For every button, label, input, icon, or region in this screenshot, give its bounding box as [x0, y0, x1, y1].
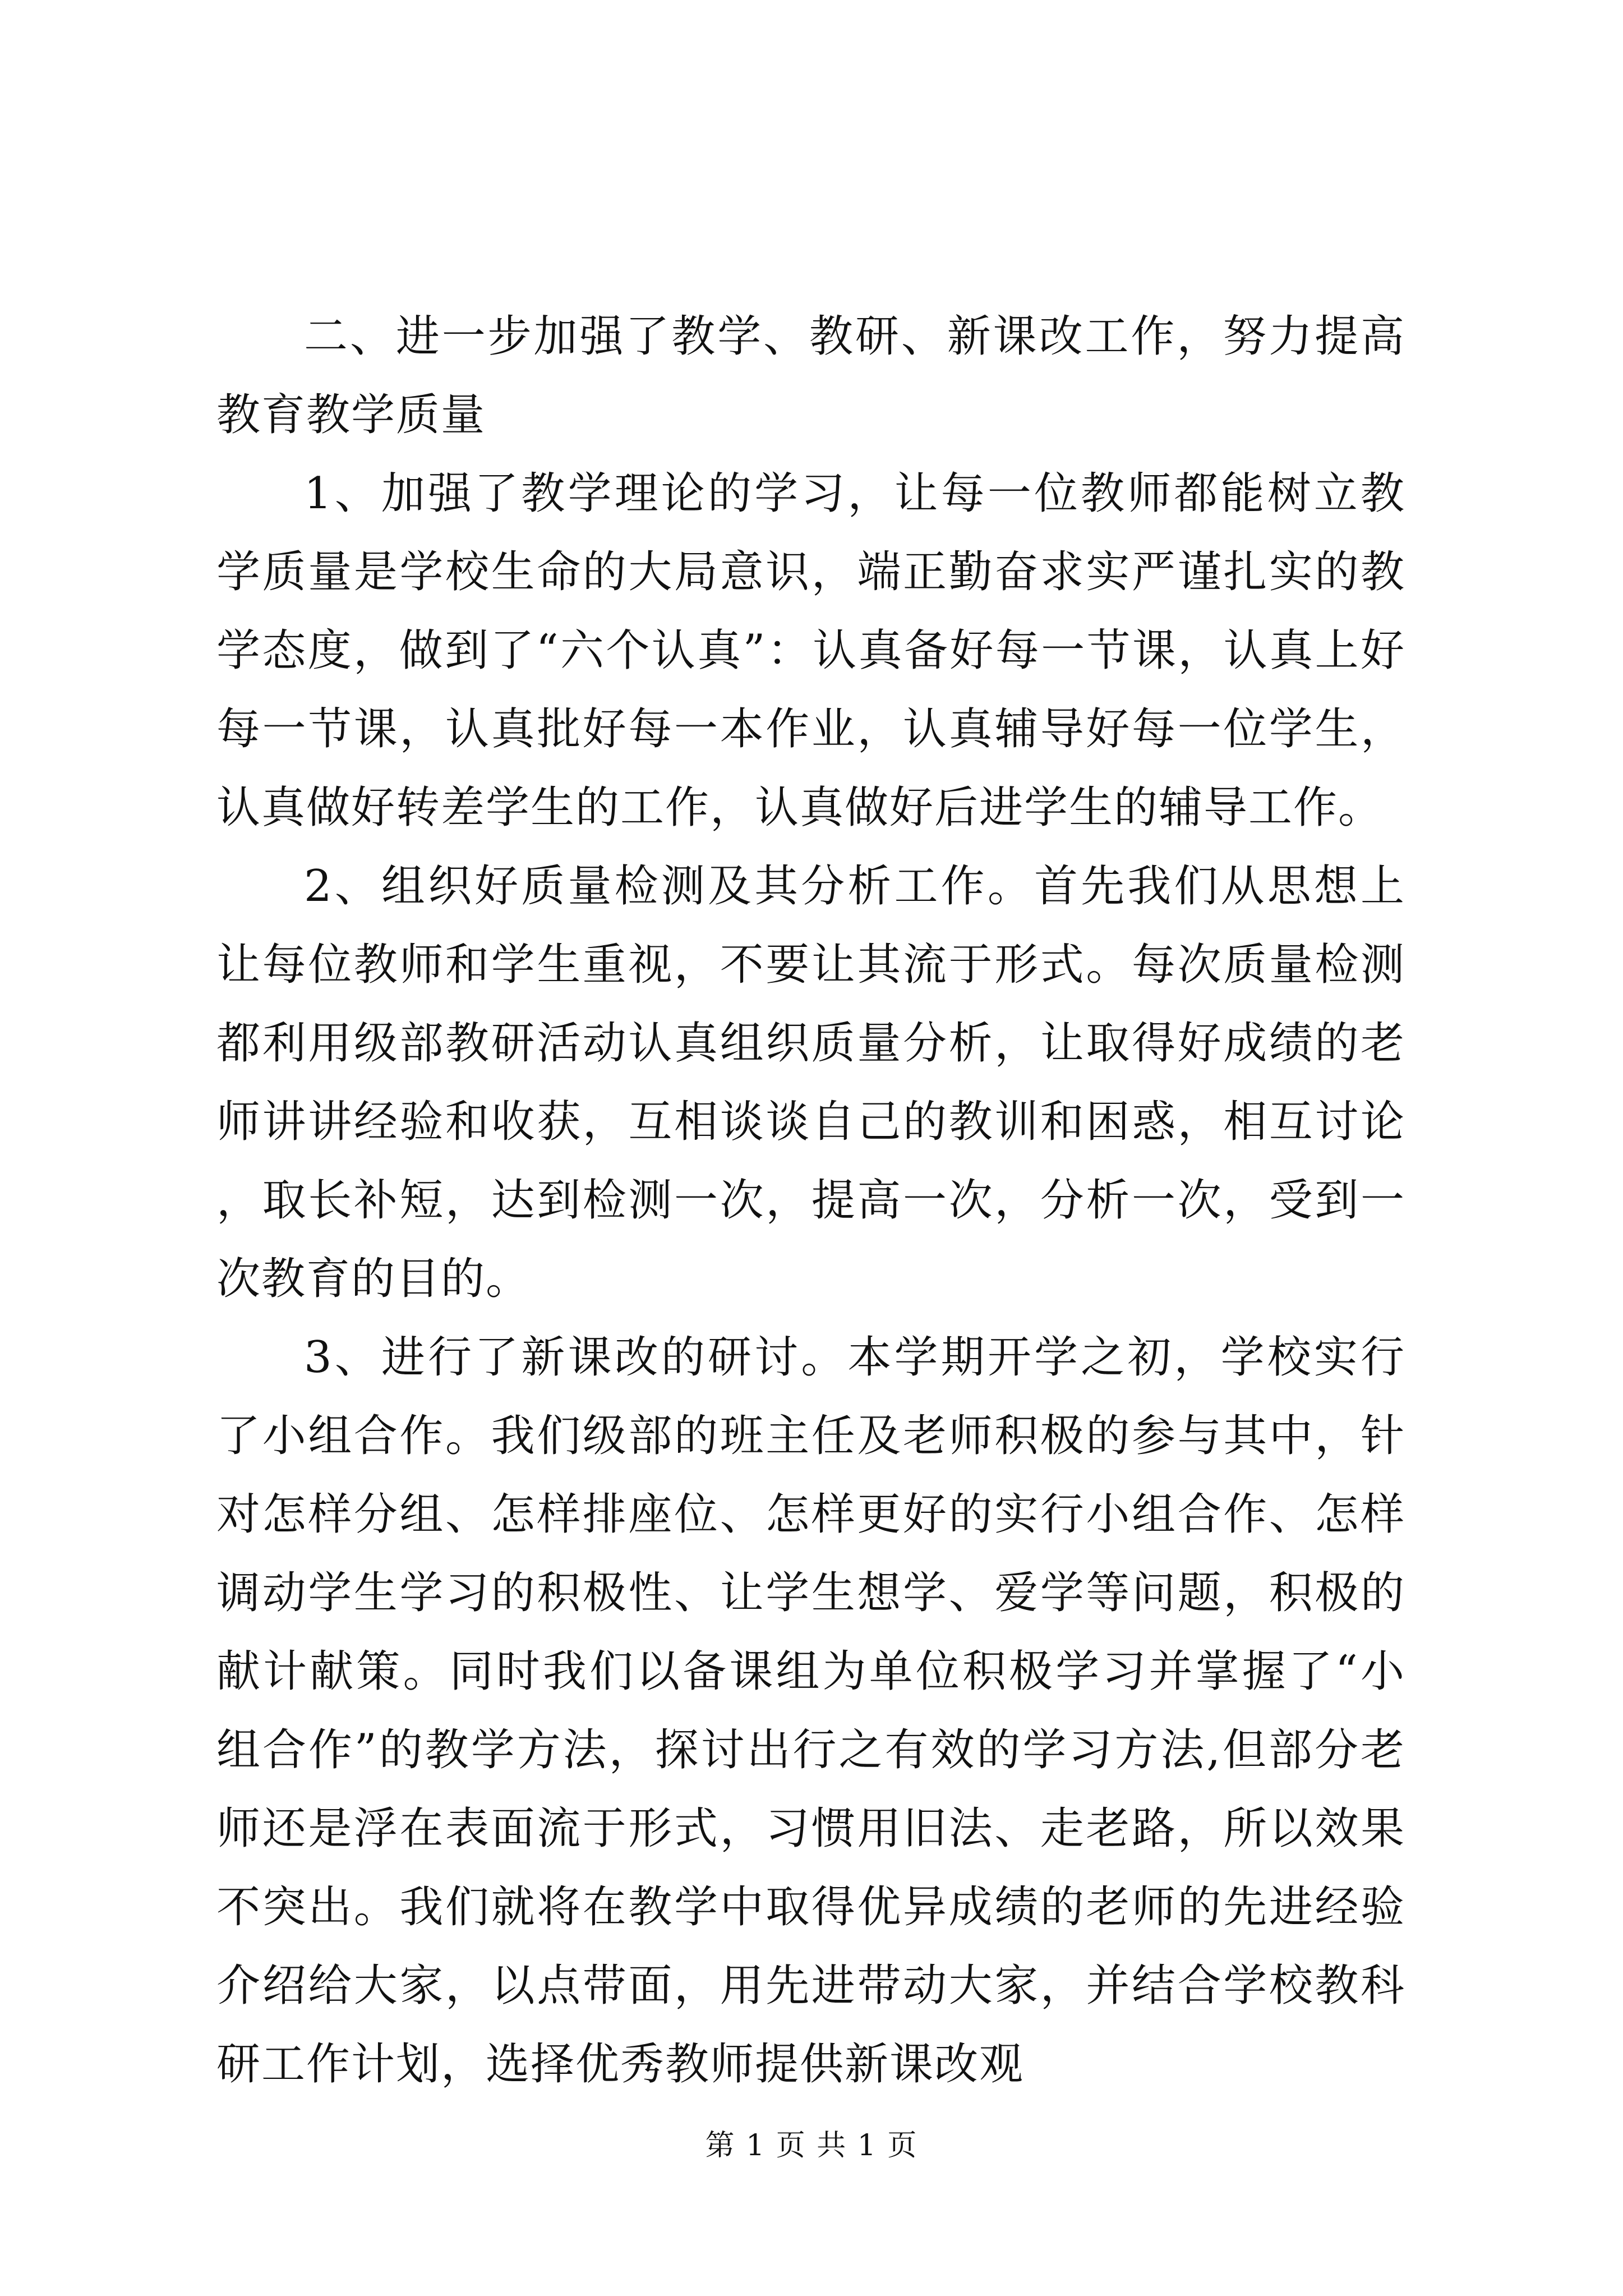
- paragraph-3: 3、进行了新课改的研讨。本学期开学之初，学校实行了小组合作。我们级部的班主任及老师积极的参与其中，针对怎样分组、怎样排座位、怎样更好的实行小组合作、怎样调动学生学习的积极性、让学生想学、爱学等问题，积极的献计献策。同时我们以备课组为单位积极学习并掌握了“小组合作”的教学方法，探讨出行之有效的学习方法,但部分老师还是浮在表面流于形式，习惯用旧法、走老路，所以效果不突出。我们就将在教学中取得优异成绩的老师的先进经验介绍给大家，以点带面，用先进带动大家，并结合学校教科研工作计划，选择优秀教师提供新课改观: [216, 1332, 1405, 2090]
- paragraph-2: 2、组织好质量检测及其分析工作。首先我们从思想上让每位教师和学生重视，不要让其流于形式。每次质量检测都利用级部教研活动认真组织质量分析，让取得好成绩的老师讲讲经验和收获，互相谈谈自己的教训和困惑，相互讨论，取长补短，达到检测一次，提高一次，分析一次，受到一次教育的目的。: [216, 861, 1405, 1304]
- page-number-footer: 第 1 页 共 1 页: [705, 2129, 918, 2162]
- document-body: [216, 297, 1405, 2104]
- paragraph-1: 1、加强了教学理论的学习，让每一位教师都能树立教学质量是学校生命的大局意识，端正勤奋求实严谨扎实的教学态度，做到了“六个认真”：认真备好每一节课，认真上好每一节课，认真批好每一本作业，认真辅导好每一位学生，认真做好转差学生的工作，认真做好后进学生的辅导工作。: [216, 468, 1405, 833]
- section-heading: 二、进一步加强了教学、教研、新课改工作，努力提高教育教学质量: [216, 311, 1405, 440]
